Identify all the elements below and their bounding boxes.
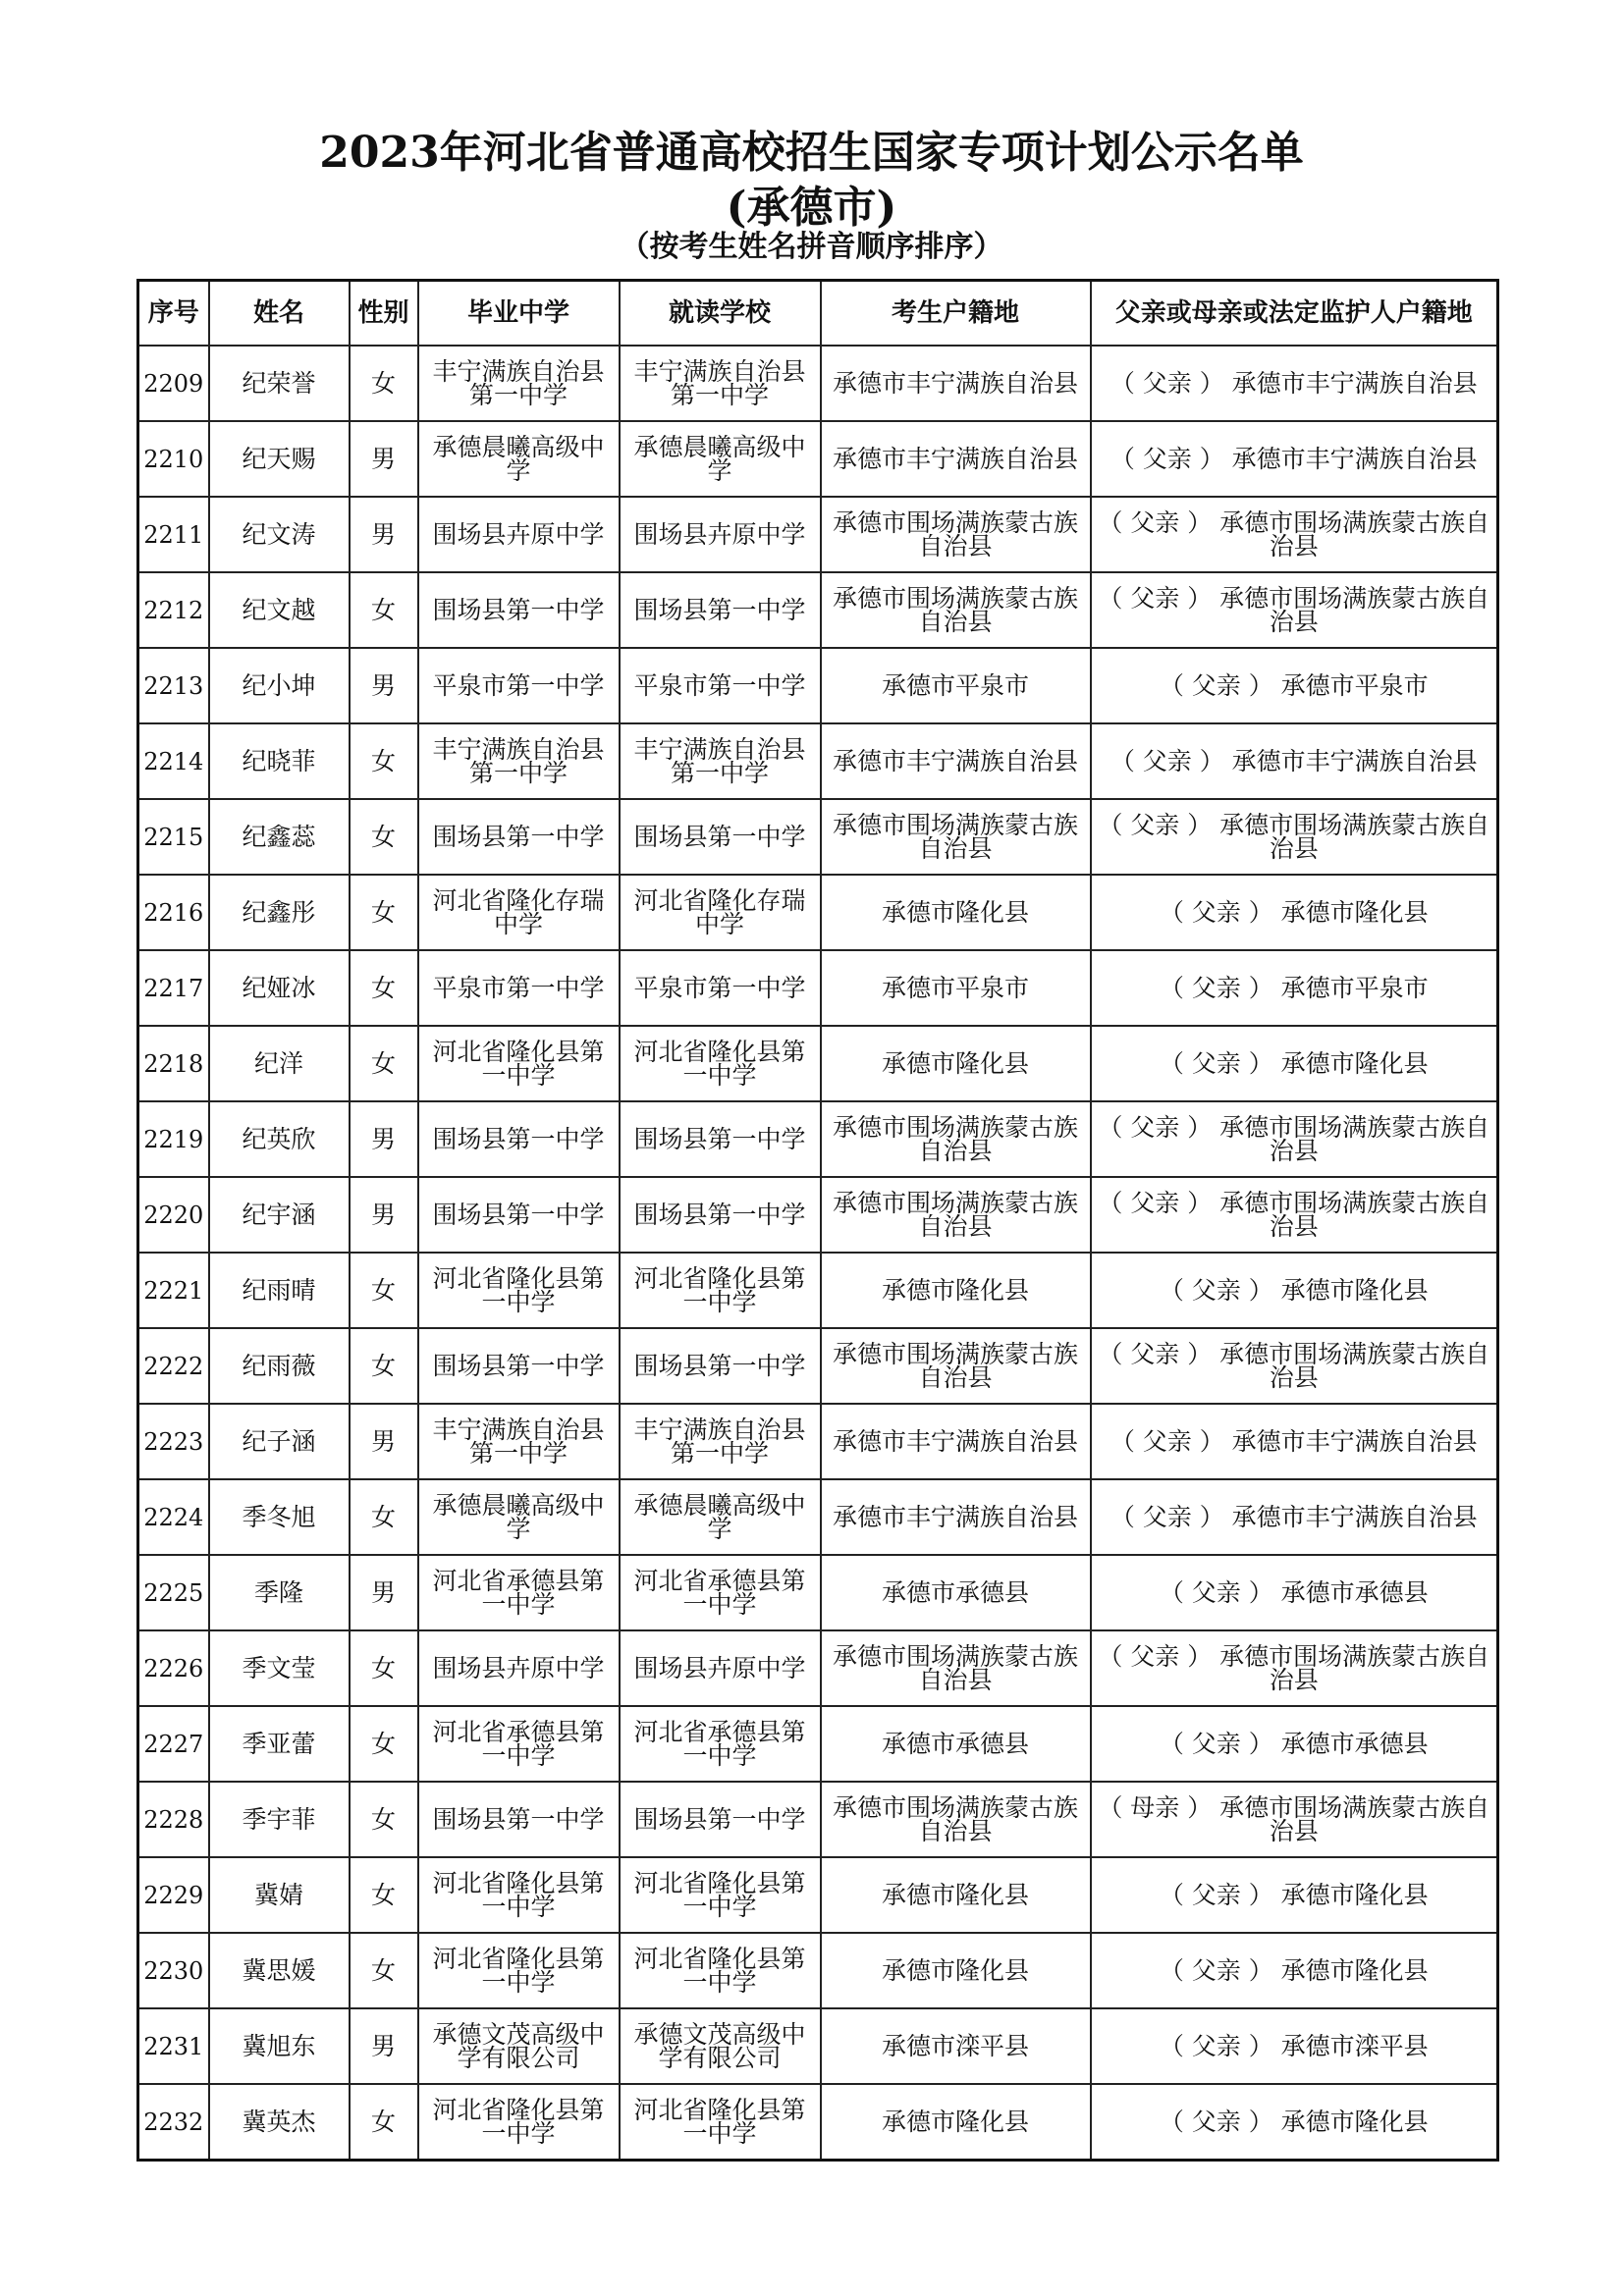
cell-current-school: 围场县第一中学 (620, 1328, 821, 1404)
cell-guardian-residence: （ 母亲 ） 承德市围场满族蒙古族自治县 (1091, 1782, 1498, 1857)
cell-student-residence: 承德市平泉市 (821, 950, 1091, 1026)
roster-table (136, 279, 1499, 2162)
cell-gender: 女 (350, 2084, 418, 2161)
cell-guardian-residence: （ 父亲 ） 承德市承德县 (1091, 1706, 1498, 1782)
cell-graduated-school: 围场县卉原中学 (418, 497, 620, 572)
cell-student-residence: 承德市滦平县 (821, 2008, 1091, 2084)
cell-guardian-residence: （ 父亲 ） 承德市隆化县 (1091, 1857, 1498, 1933)
cell-gender: 女 (350, 1479, 418, 1555)
cell-student-residence: 承德市丰宁满族自治县 (821, 346, 1091, 421)
cell-student-residence: 承德市隆化县 (821, 875, 1091, 950)
cell-student-residence: 承德市围场满族蒙古族自治县 (821, 572, 1091, 648)
cell-student-residence: 承德市隆化县 (821, 1933, 1091, 2008)
cell-name: 纪文越 (209, 572, 350, 648)
cell-serial: 2221 (138, 1253, 209, 1328)
cell-current-school: 平泉市第一中学 (620, 648, 821, 723)
cell-current-school: 河北省承德县第一中学 (620, 1555, 821, 1630)
cell-student-residence: 承德市隆化县 (821, 1253, 1091, 1328)
cell-guardian-residence: （ 父亲 ） 承德市隆化县 (1091, 1933, 1498, 2008)
cell-serial: 2228 (138, 1782, 209, 1857)
cell-guardian-residence: （ 父亲 ） 承德市围场满族蒙古族自治县 (1091, 799, 1498, 875)
cell-name: 季文莹 (209, 1630, 350, 1706)
cell-guardian-residence: （ 父亲 ） 承德市承德县 (1091, 1555, 1498, 1630)
cell-current-school: 围场县第一中学 (620, 1782, 821, 1857)
cell-guardian-residence: （ 父亲 ） 承德市围场满族蒙古族自治县 (1091, 1101, 1498, 1177)
table-row (138, 1253, 1498, 1328)
cell-graduated-school: 河北省隆化县第一中学 (418, 1026, 620, 1101)
table-body (138, 346, 1498, 2161)
header-serial: 序号 (138, 281, 209, 347)
cell-gender: 女 (350, 799, 418, 875)
cell-name: 冀旭东 (209, 2008, 350, 2084)
cell-current-school: 承德文茂高级中学有限公司 (620, 2008, 821, 2084)
cell-gender: 男 (350, 648, 418, 723)
table-row (138, 1177, 1498, 1253)
cell-guardian-residence: （ 父亲 ） 承德市平泉市 (1091, 950, 1498, 1026)
table-row (138, 1026, 1498, 1101)
cell-student-residence: 承德市隆化县 (821, 1026, 1091, 1101)
cell-name: 季亚蕾 (209, 1706, 350, 1782)
table-row (138, 1404, 1498, 1479)
cell-serial: 2226 (138, 1630, 209, 1706)
cell-current-school: 河北省隆化县第一中学 (620, 1933, 821, 2008)
header-name: 姓名 (209, 281, 350, 347)
cell-student-residence: 承德市隆化县 (821, 2084, 1091, 2161)
cell-graduated-school: 围场县第一中学 (418, 1101, 620, 1177)
table-row (138, 648, 1498, 723)
cell-serial: 2232 (138, 2084, 209, 2161)
cell-guardian-residence: （ 父亲 ） 承德市隆化县 (1091, 875, 1498, 950)
cell-name: 冀婧 (209, 1857, 350, 1933)
table-row (138, 1782, 1498, 1857)
cell-serial: 2230 (138, 1933, 209, 2008)
cell-graduated-school: 平泉市第一中学 (418, 648, 620, 723)
cell-name: 纪小坤 (209, 648, 350, 723)
table-row (138, 1101, 1498, 1177)
cell-student-residence: 承德市平泉市 (821, 648, 1091, 723)
cell-serial: 2229 (138, 1857, 209, 1933)
table-row (138, 950, 1498, 1026)
table-row (138, 497, 1498, 572)
cell-graduated-school: 承德晨曦高级中学 (418, 1479, 620, 1555)
cell-current-school: 河北省隆化县第一中学 (620, 2084, 821, 2161)
cell-serial: 2215 (138, 799, 209, 875)
cell-serial: 2217 (138, 950, 209, 1026)
cell-name: 冀思媛 (209, 1933, 350, 2008)
cell-name: 纪娅冰 (209, 950, 350, 1026)
cell-current-school: 围场县卉原中学 (620, 497, 821, 572)
header-current-school: 就读学校 (620, 281, 821, 347)
cell-graduated-school: 平泉市第一中学 (418, 950, 620, 1026)
cell-serial: 2222 (138, 1328, 209, 1404)
cell-current-school: 河北省承德县第一中学 (620, 1706, 821, 1782)
cell-graduated-school: 丰宁满族自治县第一中学 (418, 723, 620, 799)
cell-graduated-school: 丰宁满族自治县第一中学 (418, 346, 620, 421)
cell-gender: 男 (350, 421, 418, 497)
cell-student-residence: 承德市围场满族蒙古族自治县 (821, 799, 1091, 875)
cell-guardian-residence: （ 父亲 ） 承德市围场满族蒙古族自治县 (1091, 1630, 1498, 1706)
cell-name: 纪文涛 (209, 497, 350, 572)
cell-name: 纪鑫蕊 (209, 799, 350, 875)
cell-student-residence: 承德市承德县 (821, 1706, 1091, 1782)
cell-guardian-residence: （ 父亲 ） 承德市平泉市 (1091, 648, 1498, 723)
cell-gender: 女 (350, 1933, 418, 2008)
cell-gender: 女 (350, 1026, 418, 1101)
cell-name: 纪雨薇 (209, 1328, 350, 1404)
cell-name: 纪英欣 (209, 1101, 350, 1177)
cell-current-school: 承德晨曦高级中学 (620, 421, 821, 497)
cell-graduated-school: 围场县第一中学 (418, 799, 620, 875)
cell-current-school: 河北省隆化县第一中学 (620, 1857, 821, 1933)
cell-name: 冀英杰 (209, 2084, 350, 2161)
cell-name: 季隆 (209, 1555, 350, 1630)
table-row (138, 1706, 1498, 1782)
cell-gender: 男 (350, 1404, 418, 1479)
cell-gender: 女 (350, 1782, 418, 1857)
cell-graduated-school: 河北省隆化存瑞中学 (418, 875, 620, 950)
cell-name: 纪晓菲 (209, 723, 350, 799)
cell-graduated-school: 围场县第一中学 (418, 1782, 620, 1857)
cell-guardian-residence: （ 父亲 ） 承德市丰宁满族自治县 (1091, 346, 1498, 421)
cell-name: 纪荣誉 (209, 346, 350, 421)
cell-gender: 女 (350, 1253, 418, 1328)
header-graduated-school: 毕业中学 (418, 281, 620, 347)
cell-gender: 男 (350, 1101, 418, 1177)
table-row (138, 1933, 1498, 2008)
cell-current-school: 平泉市第一中学 (620, 950, 821, 1026)
table-row (138, 1479, 1498, 1555)
cell-guardian-residence: （ 父亲 ） 承德市滦平县 (1091, 2008, 1498, 2084)
cell-graduated-school: 河北省隆化县第一中学 (418, 1857, 620, 1933)
cell-graduated-school: 河北省隆化县第一中学 (418, 2084, 620, 2161)
cell-serial: 2220 (138, 1177, 209, 1253)
cell-graduated-school: 围场县第一中学 (418, 1328, 620, 1404)
cell-graduated-school: 围场县第一中学 (418, 1177, 620, 1253)
cell-student-residence: 承德市承德县 (821, 1555, 1091, 1630)
cell-student-residence: 承德市围场满族蒙古族自治县 (821, 1630, 1091, 1706)
cell-gender: 女 (350, 723, 418, 799)
cell-serial: 2216 (138, 875, 209, 950)
page-title: 2023年河北省普通高校招生国家专项计划公示名单 (319, 128, 1304, 178)
cell-student-residence: 承德市丰宁满族自治县 (821, 1479, 1091, 1555)
cell-name: 纪雨晴 (209, 1253, 350, 1328)
cell-serial: 2223 (138, 1404, 209, 1479)
cell-serial: 2227 (138, 1706, 209, 1782)
cell-current-school: 围场县第一中学 (620, 1101, 821, 1177)
cell-guardian-residence: （ 父亲 ） 承德市丰宁满族自治县 (1091, 1479, 1498, 1555)
cell-gender: 男 (350, 497, 418, 572)
header-student-residence: 考生户籍地 (821, 281, 1091, 347)
cell-gender: 女 (350, 1706, 418, 1782)
cell-graduated-school: 承德文茂高级中学有限公司 (418, 2008, 620, 2084)
cell-name: 纪子涵 (209, 1404, 350, 1479)
cell-guardian-residence: （ 父亲 ） 承德市隆化县 (1091, 2084, 1498, 2161)
table-row (138, 1857, 1498, 1933)
cell-name: 季冬旭 (209, 1479, 350, 1555)
header-gender: 性别 (350, 281, 418, 347)
table-row (138, 2084, 1498, 2161)
cell-guardian-residence: （ 父亲 ） 承德市围场满族蒙古族自治县 (1091, 572, 1498, 648)
cell-serial: 2212 (138, 572, 209, 648)
cell-gender: 男 (350, 1555, 418, 1630)
table-row (138, 875, 1498, 950)
cell-serial: 2211 (138, 497, 209, 572)
cell-current-school: 河北省隆化县第一中学 (620, 1026, 821, 1101)
cell-graduated-school: 河北省承德县第一中学 (418, 1555, 620, 1630)
cell-gender: 女 (350, 875, 418, 950)
table-row (138, 1328, 1498, 1404)
cell-gender: 女 (350, 572, 418, 648)
cell-student-residence: 承德市丰宁满族自治县 (821, 1404, 1091, 1479)
cell-current-school: 河北省隆化存瑞中学 (620, 875, 821, 950)
cell-serial: 2225 (138, 1555, 209, 1630)
cell-current-school: 丰宁满族自治县第一中学 (620, 1404, 821, 1479)
cell-student-residence: 承德市围场满族蒙古族自治县 (821, 1328, 1091, 1404)
cell-name: 纪鑫彤 (209, 875, 350, 950)
cell-name: 季宇菲 (209, 1782, 350, 1857)
cell-student-residence: 承德市丰宁满族自治县 (821, 723, 1091, 799)
cell-student-residence: 承德市丰宁满族自治县 (821, 421, 1091, 497)
cell-student-residence: 承德市围场满族蒙古族自治县 (821, 1782, 1091, 1857)
page-subtitle-city: (承德市) (726, 183, 897, 233)
cell-name: 纪洋 (209, 1026, 350, 1101)
cell-current-school: 围场县第一中学 (620, 799, 821, 875)
cell-graduated-school: 承德晨曦高级中学 (418, 421, 620, 497)
cell-name: 纪天赐 (209, 421, 350, 497)
cell-graduated-school: 河北省隆化县第一中学 (418, 1933, 620, 2008)
cell-guardian-residence: （ 父亲 ） 承德市隆化县 (1091, 1253, 1498, 1328)
cell-current-school: 围场县第一中学 (620, 1177, 821, 1253)
cell-graduated-school: 河北省隆化县第一中学 (418, 1253, 620, 1328)
cell-serial: 2210 (138, 421, 209, 497)
table-header-row (138, 281, 1498, 347)
cell-current-school: 丰宁满族自治县第一中学 (620, 346, 821, 421)
cell-gender: 女 (350, 1857, 418, 1933)
cell-serial: 2218 (138, 1026, 209, 1101)
page-sort-note: （按考生姓名拼音顺序排序） (620, 230, 1003, 264)
header-guardian-residence: 父亲或母亲或法定监护人户籍地 (1091, 281, 1498, 347)
cell-serial: 2219 (138, 1101, 209, 1177)
cell-student-residence: 承德市围场满族蒙古族自治县 (821, 1101, 1091, 1177)
cell-gender: 男 (350, 1177, 418, 1253)
cell-guardian-residence: （ 父亲 ） 承德市隆化县 (1091, 1026, 1498, 1101)
cell-guardian-residence: （ 父亲 ） 承德市围场满族蒙古族自治县 (1091, 497, 1498, 572)
table-row (138, 421, 1498, 497)
cell-current-school: 围场县第一中学 (620, 572, 821, 648)
table-row (138, 723, 1498, 799)
cell-gender: 女 (350, 346, 418, 421)
cell-current-school: 丰宁满族自治县第一中学 (620, 723, 821, 799)
cell-serial: 2224 (138, 1479, 209, 1555)
cell-gender: 男 (350, 2008, 418, 2084)
table-row (138, 346, 1498, 421)
table-row (138, 1630, 1498, 1706)
cell-current-school: 河北省隆化县第一中学 (620, 1253, 821, 1328)
cell-student-residence: 承德市围场满族蒙古族自治县 (821, 497, 1091, 572)
cell-guardian-residence: （ 父亲 ） 承德市围场满族蒙古族自治县 (1091, 1177, 1498, 1253)
cell-serial: 2213 (138, 648, 209, 723)
cell-gender: 女 (350, 1630, 418, 1706)
cell-serial: 2231 (138, 2008, 209, 2084)
table-row (138, 799, 1498, 875)
cell-name: 纪宇涵 (209, 1177, 350, 1253)
cell-graduated-school: 丰宁满族自治县第一中学 (418, 1404, 620, 1479)
table-row (138, 572, 1498, 648)
cell-graduated-school: 河北省承德县第一中学 (418, 1706, 620, 1782)
cell-current-school: 围场县卉原中学 (620, 1630, 821, 1706)
table-row (138, 2008, 1498, 2084)
cell-gender: 女 (350, 1328, 418, 1404)
cell-current-school: 承德晨曦高级中学 (620, 1479, 821, 1555)
cell-student-residence: 承德市隆化县 (821, 1857, 1091, 1933)
cell-gender: 女 (350, 950, 418, 1026)
cell-guardian-residence: （ 父亲 ） 承德市围场满族蒙古族自治县 (1091, 1328, 1498, 1404)
cell-serial: 2214 (138, 723, 209, 799)
cell-serial: 2209 (138, 346, 209, 421)
cell-student-residence: 承德市围场满族蒙古族自治县 (821, 1177, 1091, 1253)
cell-guardian-residence: （ 父亲 ） 承德市丰宁满族自治县 (1091, 723, 1498, 799)
cell-graduated-school: 围场县卉原中学 (418, 1630, 620, 1706)
table-row (138, 1555, 1498, 1630)
cell-guardian-residence: （ 父亲 ） 承德市丰宁满族自治县 (1091, 421, 1498, 497)
cell-graduated-school: 围场县第一中学 (418, 572, 620, 648)
cell-guardian-residence: （ 父亲 ） 承德市丰宁满族自治县 (1091, 1404, 1498, 1479)
